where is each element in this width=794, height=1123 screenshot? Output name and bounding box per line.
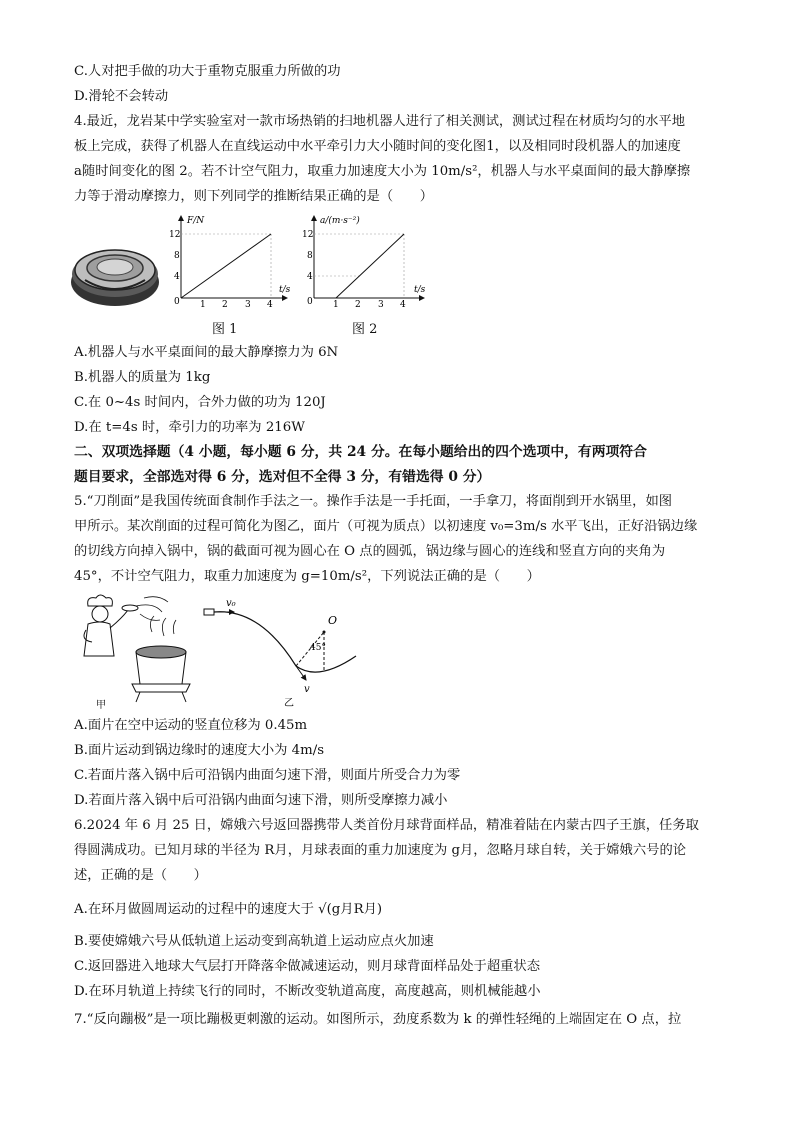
fig2-origin: 0	[307, 297, 313, 307]
q6-stem-3: 述，正确的是（ ）	[74, 868, 207, 883]
fig2-ytick-8: 8	[307, 251, 313, 261]
option-d-q3: D.滑轮不会转动	[74, 89, 169, 104]
fig1-ytick-4: 4	[174, 272, 180, 282]
fig2-ytick-12: 12	[302, 230, 314, 240]
fig1-xtick-4: 4	[267, 300, 273, 310]
option-c-q3: C.人对把手做的功大于重物克服重力所做的功	[74, 64, 341, 79]
fig-yi-label: 乙	[284, 698, 294, 709]
q5-stem-3: 的切线方向掉入锅中，锅的截面可视为圆心在 O 点的圆弧，锅边缘与圆心的连线和竖直方向的夹角为	[74, 544, 666, 559]
fig2-caption: 图 2	[352, 322, 378, 337]
q4-option-a: A.机器人与水平桌面间的最大静摩擦力为 6N	[74, 345, 339, 360]
fig2-ytick-4: 4	[307, 272, 313, 282]
angle-label: 45°	[310, 643, 326, 653]
fig1-origin: 0	[174, 297, 180, 307]
fig1-ytick-8: 8	[174, 251, 180, 261]
q5-option-a: A.面片在空中运动的竖直位移为 0.45m	[74, 718, 308, 733]
v-label: v	[304, 684, 310, 695]
q5-stem-2: 甲所示。某次削面的过程可简化为图乙，面片（可视为质点）以初速度 v₀=3m/s 水平飞出，正好沿锅边缘	[74, 519, 698, 534]
fig1-xtick-1: 1	[200, 300, 206, 310]
q6-option-c: C.返回器进入地球大气层打开降落伞做减速运动，则月球背面样品处于超重状态	[74, 959, 541, 974]
section-2-heading-2: 题目要求，全部选对得 6 分，选对但不全得 3 分，有错选得 0 分）	[74, 469, 491, 485]
section-2-heading-1: 二、双项选择题（4 小题，每小题 6 分，共 24 分。在每小题给出的四个选项中，有两项符合	[74, 444, 647, 460]
acceleration-time-graph	[298, 212, 430, 310]
o-label: O	[328, 614, 338, 627]
chef-figure	[74, 592, 194, 710]
q6-option-d: D.在环月轨道上持续飞行的同时，不断改变轨道高度，高度越高，则机械能越小	[74, 984, 541, 999]
q4-stem-3: a随时间变化的图 2。若不计空气阻力，取重力加速度大小为 10m/s²，机器人与水平桌面间的最大静摩擦	[74, 164, 691, 179]
fig2-xtick-1: 1	[333, 300, 339, 310]
force-line	[181, 234, 271, 298]
fig2-xtick-2: 2	[355, 300, 361, 310]
fig1-tlabel: t/s	[279, 285, 291, 295]
fig1-ytick-12: 12	[169, 230, 181, 240]
q4-stem-4: 力等于滑动摩擦力，则下列同学的推断结果正确的是（ ）	[74, 189, 434, 204]
q7-stem-1: 7.“反向蹦极”是一项比蹦极更刺激的运动。如图所示，劲度系数为 k 的弹性轻绳的上端固定在 O 点，拉	[74, 1012, 682, 1027]
fig-jia-label: 甲	[96, 700, 106, 711]
trajectory-figure	[200, 596, 362, 710]
q5-stem-1: 5.“刀削面”是我国传统面食制作手法之一。操作手法是一手托面，一手拿刀，将面削到开水锅里，如图	[74, 494, 673, 509]
fig2-tlabel: t/s	[414, 285, 426, 295]
robot-vacuum-image	[70, 232, 160, 310]
q4-stem-1: 4.最近，龙岩某中学实验室对一款市场热销的扫地机器人进行了相关测试，测试过程在材质均匀的水平地	[74, 114, 686, 129]
acceleration-line	[336, 234, 404, 298]
fig1-ylabel: F/N	[187, 216, 205, 226]
fig2-xtick-3: 3	[378, 300, 384, 310]
q5-option-c: C.若面片落入锅中后可沿锅内曲面匀速下滑，则面片所受合力为零	[74, 768, 461, 783]
fig1-xtick-2: 2	[222, 300, 228, 310]
force-time-graph	[165, 212, 293, 310]
fig1-caption: 图 1	[212, 322, 238, 337]
v0-label: v₀	[226, 598, 236, 609]
fig1-xtick-3: 3	[245, 300, 251, 310]
q4-option-b: B.机器人的质量为 1kg	[74, 370, 211, 385]
fig2-xtick-4: 4	[400, 300, 406, 310]
q6-option-a: A.在环月做圆周运动的过程中的速度大于 √(g月R月)	[74, 902, 383, 917]
q6-stem-1: 6.2024 年 6 月 25 日，嫦娥六号返回器携带人类首份月球背面样品，精准着陆在内蒙古四子王旗，任务取	[74, 818, 699, 833]
q4-stem-2: 板上完成，获得了机器人在直线运动中水平牵引力大小随时间的变化图1，以及相同时段机器人的加速度	[74, 139, 681, 154]
q4-option-c: C.在 0~4s 时间内，合外力做的功为 120J	[74, 395, 326, 410]
q5-stem-4: 45°，不计空气阻力，取重力加速度为 g=10m/s²，下列说法正确的是（ ）	[74, 569, 540, 584]
q6-stem-2: 得圆满成功。已知月球的半径为 R月，月球表面的重力加速度为 g月，忽略月球自转，关于嫦娥六号的论	[74, 843, 687, 858]
q4-option-d: D.在 t=4s 时，牵引力的功率为 216W	[74, 420, 305, 435]
fig2-ylabel: a/(m·s⁻²)	[320, 216, 360, 226]
q5-option-d: D.若面片落入锅中后可沿锅内曲面匀速下滑，则所受摩擦力减小	[74, 793, 448, 808]
q5-option-b: B.面片运动到锅边缘时的速度大小为 4m/s	[74, 743, 325, 758]
q6-option-b: B.要使嫦娥六号从低轨道上运动变到高轨道上运动应点火加速	[74, 934, 434, 949]
